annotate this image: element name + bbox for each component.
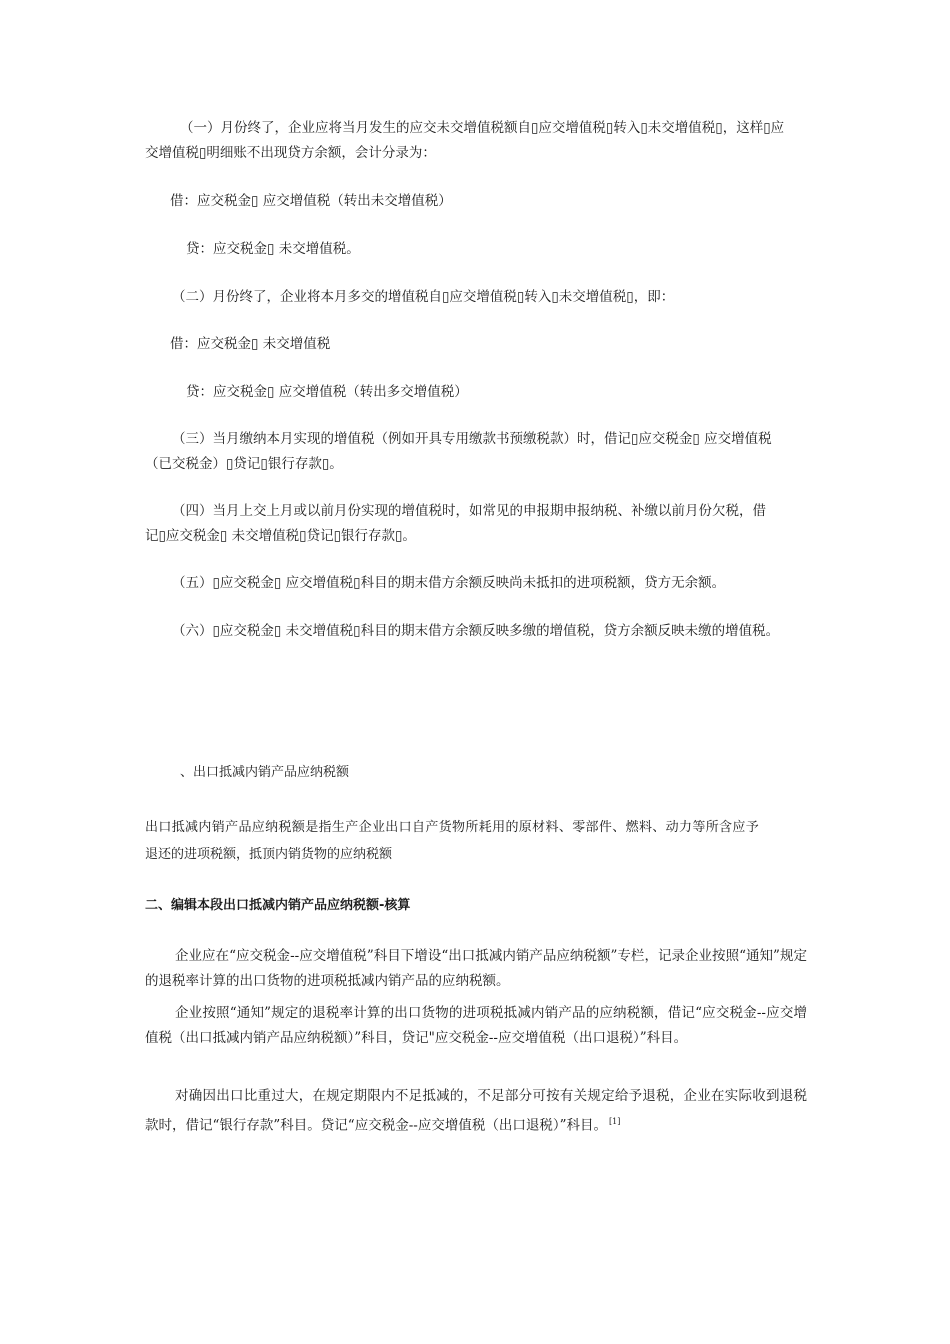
definition-line-1: 出口抵减内销产品应纳税额是指生产企业出口自产货物所耗用的原材料、零部件、燃料、动力等所含应予 <box>145 820 760 835</box>
footnote-reference[interactable]: [1] <box>608 1117 621 1126</box>
accounting-paragraph-1: 企业应在“应交税金--应交增值税”科目下增设“出口抵减内销产品应纳税额”专栏，记录企业按照“通知”规定的退税率计算的出口货物的进项税抵减内销产品的应纳税额。 <box>145 948 807 989</box>
paragraph-4-line-2: 记▯应交税金▯ 未交增值税▯贷记▯银行存款▯。 <box>145 528 416 544</box>
paragraph-1-line-2: 交增值税▯明细账不出现贷方余额，会计分录为： <box>145 145 436 161</box>
accounting-paragraph-3 <box>145 1084 807 1139</box>
section-heading: 二、编辑本段出口抵减内销产品应纳税额-核算 <box>145 898 411 913</box>
paragraph-5: （五）▯应交税金▯ 应交增值税▯科目的期末借方余额反映尚未抵扣的进项税额，贷方无余额。 <box>172 575 726 591</box>
journal-entry-2-credit: 贷：应交税金▯ 应交增值税（转出多交增值税） <box>186 384 468 400</box>
subheading-export-offset: 、出口抵减内销产品应纳税额 <box>180 765 350 780</box>
accounting-paragraph-2: 企业按照“通知”规定的退税率计算的出口货物的进项税抵减内销产品的应纳税额，借记“应交税金--应交增值税（出口抵减内销产品应纳税额）”科目，贷记"应交税金--应交增值税（出口退税）”科目。 <box>145 1005 807 1046</box>
accounting-paragraph-3-text: 对确因出口比重过大，在规定期限内不足抵减的，不足部分可按有关规定给予退税，企业在实际收到退税款时，借记“银行存款”科目。贷记“应交税金--应交增值税（出口退税）”科目。 <box>145 1088 807 1134</box>
paragraph-3-line-1: （三）当月缴纳本月实现的增值税（例如开具专用缴款书预缴税款）时，借记▯应交税金▯ 应交增值税 <box>172 431 772 447</box>
journal-entry-2-debit: 借：应交税金▯ 未交增值税 <box>170 336 331 352</box>
paragraph-3-line-2: （已交税金）▯贷记▯银行存款▯。 <box>145 456 343 472</box>
journal-entry-1-debit: 借：应交税金▯ 应交增值税（转出未交增值税） <box>170 193 452 209</box>
paragraph-6: （六）▯应交税金▯ 未交增值税▯科目的期末借方余额反映多缴的增值税，贷方余额反映未缴的增值税。 <box>172 623 780 639</box>
paragraph-2: （二）月份终了，企业将本月多交的增值税自▯应交增值税▯转入▯未交增值税▯，即： <box>172 289 675 305</box>
definition-line-2: 退还的进项税额，抵顶内销货物的应纳税额 <box>145 847 393 862</box>
journal-entry-1-credit: 贷：应交税金▯ 未交增值税。 <box>186 241 360 257</box>
paragraph-1-line-1: （一）月份终了，企业应将当月发生的应交未交增值税额自▯应交增值税▯转入▯未交增值税▯，这样▯应 <box>180 120 785 136</box>
paragraph-4-line-1: （四）当月上交上月或以前月份实现的增值税时，如常见的申报期申报纳税、补缴以前月份欠税，借 <box>172 503 766 519</box>
